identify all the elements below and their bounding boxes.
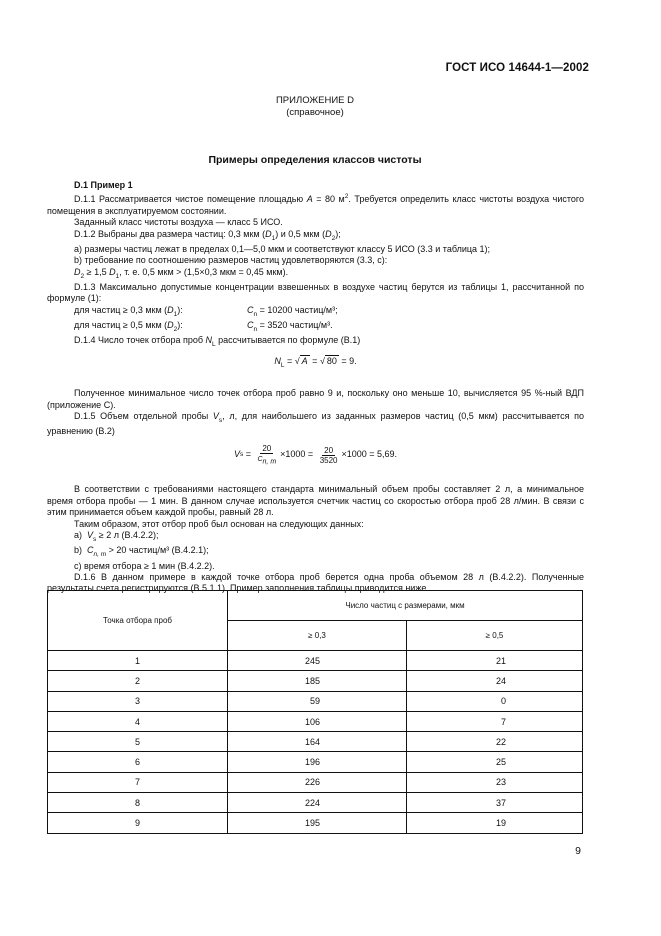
paragraph-d111: D.1.1 Рассматривается чистое помещение площадью A = 80 $м^2$. Требуется определить класс чистоты воздуха чистого помещения в эксплуатируемом состоянии. [47,193,584,216]
cell-size-03: 224 [228,793,407,813]
cell-size-03: 164 [228,732,407,752]
paragraph-thus: Таким образом, этот отбор проб был основан на следующих данных: [74,518,364,529]
size-condition: $D_2 \ge 1,5$ $D_1$, т. е. 0,5 мкм > (1,5×0,3 мкм = 0,45 мкм). [74,266,289,280]
table-row [48,732,583,752]
table-row [48,772,583,792]
cell-size-03: 106 [228,711,407,731]
paragraph-d113: D.1.3 Максимально допустимые концентрации взвешенных в воздухе частиц берутся из таблицы 1, рассчитанной по формуле (1): [47,281,584,304]
formula-nl: $N_L$ = √ A = √ 80 = 9. [274,356,357,370]
paragraph-d116: D.1.6 В данном примере в каждой точке отбора проб берется одна проба объемом 28 л (В.4.2.2). Полученные результаты счета регистрируются (В.5.1.1). Пример заполнения таблицы приводится ниже. [47,571,584,594]
cell-size-05: 23 [407,772,583,792]
cell-point: 9 [48,813,228,833]
document-body [47,180,584,595]
cell-size-05: 25 [407,752,583,772]
cell-size-05: 24 [407,671,583,691]
table-row [48,671,583,691]
header-count: Число частиц с размерами, мкм [228,591,583,621]
table-row [48,711,583,731]
cell-size-03: 196 [228,752,407,772]
paragraph-d114: D.1.4 Число точек отбора проб $N_L$ рассчитывается по формуле (В.1) [74,335,361,348]
formula-vs: V s = $\frac{20}{C_{n, m}}$ ×1000 = $\frac{20}{3520}$ ×1000 = 5,69. [233,443,398,466]
paragraph-class: Заданный класс чистоты воздуха — класс 5 ИСО. [74,217,283,228]
cell-point: 3 [48,691,228,711]
concentration-row-2: для частиц ≥ 0,5 мкм $(D_2)$: $C_n = 3520$ частиц/м³. [74,319,333,333]
example-heading: D.1 Пример 1 [74,180,133,190]
page-number: 9 [575,845,581,857]
cell-size-05: 7 [407,711,583,731]
cell-point: 2 [48,671,228,691]
header-size-05: ≥ 0,5 [407,621,583,651]
cell-size-05: 21 [407,651,583,671]
appendix-subtitle: (справочное) [286,107,344,118]
list-item-b: b) требование по соотношению размеров частиц удовлетворяются (3.3, с): [74,255,388,266]
cell-size-03: 185 [228,671,407,691]
cell-point: 1 [48,651,228,671]
cell-point: 4 [48,711,228,731]
paragraph-min-points: Полученное минимальное число точек отбора проб равно 9 и, поскольку оно меньше 10, вычисляется 95 %-ный ВДП (приложение С). [47,388,584,410]
section-title: Примеры определения классов чистоты [208,154,422,166]
cell-size-03: 59 [228,691,407,711]
cell-size-03: 226 [228,772,407,792]
cell-point: 8 [48,793,228,813]
table-row [48,691,583,711]
cell-point: 6 [48,752,228,772]
cell-size-05: 19 [407,813,583,833]
cell-size-05: 0 [407,691,583,711]
table-row [48,813,583,833]
paragraph-d112: D.1.2 Выбраны два размера частиц: 0,3 мкм $(D_1)$ и 0,5 мкм $(D_2)$; [74,228,341,242]
cell-point: 5 [48,732,228,752]
condition-b: b) $C_{n, m} > 20$ частиц/м³ (В.4.2.1); [74,545,209,559]
condition-a: а) $V_s \ge 2$ л (В.4.2.2); [74,530,159,543]
header-point: Точка отбора проб [48,591,228,651]
paragraph-min-volume: В соответствии с требованиями настоящего стандарта минимальный объем пробы составляет 2 л, а минимальное время отбора пробы — 1 мин. В данном случае используется счетчик частиц со скоростью отбора проб 28 л/мин. В связи с этим принимается объем каждой пробы, равный 28 л. [47,484,584,518]
cell-size-03: 195 [228,813,407,833]
appendix-title: ПРИЛОЖЕНИЕ D [275,95,355,106]
condition-c: с) время отбора ≥ 1 мин (В.4.2.2). [74,560,215,571]
cell-size-03: 245 [228,651,407,671]
table-row [48,752,583,772]
concentration-row-1: для частиц ≥ 0,3 мкм $(D_1)$: $C_n = 10200$ частиц/м³; [74,304,338,318]
cell-point: 7 [48,772,228,792]
results-table [47,590,583,834]
paragraph-d115: D.1.5 Объем отдельной пробы $V_s$, л, для наибольшего из заданных размеров частиц (0,5 мкм) рассчитывается по уравнению (В.2) [47,411,584,437]
list-item-a: а) размеры частиц лежат в пределах 0,1—5,0 мкм и соответствуют классу 5 ИСО (3.3 и таблица 1); [74,243,491,254]
cell-size-05: 37 [407,793,583,813]
appendix-block [0,95,630,119]
table-row [48,793,583,813]
table-row [48,651,583,671]
cell-size-05: 22 [407,732,583,752]
document-id: ГОСТ ИСО 14644-1—2002 [445,62,589,74]
header-size-03: ≥ 0,3 [228,621,407,651]
